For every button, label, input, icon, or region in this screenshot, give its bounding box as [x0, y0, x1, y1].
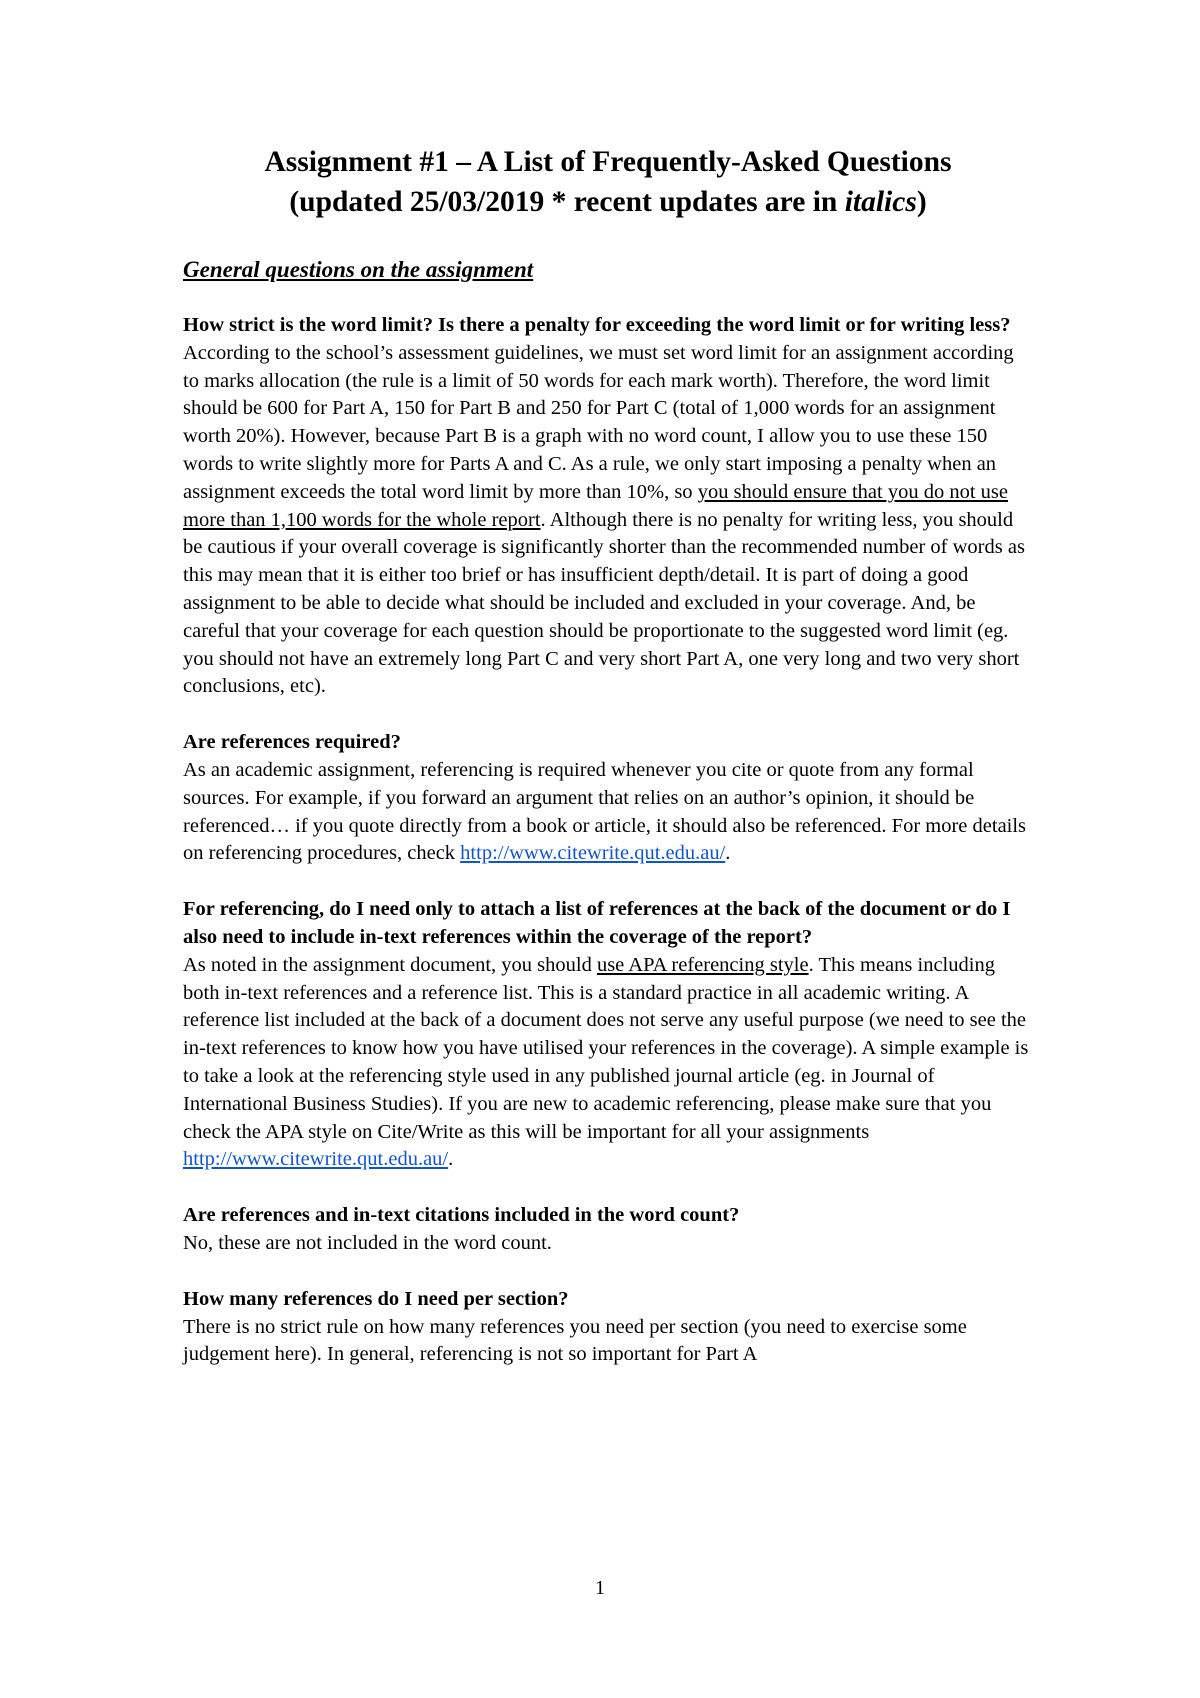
faq-item-word-count-references [183, 1202, 1033, 1258]
title-line-2-italic: italics [844, 186, 917, 218]
answer-text: . [448, 1148, 454, 1171]
section-heading: General questions on the assignment [183, 257, 534, 282]
faq-answer: No, these are not included in the word count. [183, 1231, 552, 1254]
page-title [183, 142, 1033, 222]
faq-question: How strict is the word limit? Is there a penalty for exceeding the word limit or for writing less? [183, 314, 1011, 336]
faq-answer [183, 952, 1033, 1174]
faq-question: For referencing, do I need only to attach a list of references at the back of the document or do I also need to include in-text references within the coverage of the report? [183, 898, 1011, 948]
answer-underlined-text: use APA referencing style [596, 953, 809, 976]
answer-text: As noted in the assignment document, you should [183, 953, 597, 976]
citewrite-link[interactable]: http://www.citewrite.qut.edu.au/ [183, 1148, 449, 1171]
answer-text: As an academic assignment, referencing is required whenever you cite or quote from any formal sources. For example, if you forward an argument that relies on an author’s opinion, it should be referenced… if you quote directly from a book or article, it should also be referenced. For more details on referencing procedures, check [183, 758, 1027, 865]
answer-text: . [725, 842, 731, 865]
faq-answer [183, 340, 1033, 701]
title-line-2-prefix: (updated 25/03/2019 * recent updates are in [289, 186, 845, 218]
title-line-2-suffix: ) [916, 186, 927, 218]
faq-item-word-limit [183, 312, 1033, 701]
faq-question: How many references do I need per section? [183, 1287, 569, 1310]
document-page [183, 142, 1033, 1369]
answer-text: According to the school’s assessment guidelines, we must set word limit for an assignment according to marks allocation (the rule is a limit of 50 words for each mark worth). Therefore, the word limit should be 600 for Part A, 150 for Part B and 250 for Part C (total of 1,000 words for an assignment worth 20%). However, because Part B is a graph with no word count, I allow you to use these 150 words to write slightly more for Parts A and C. As a rule, we only start imposing a penalty when an assignment exceeds the total word limit by more than 10%, so [183, 341, 1014, 503]
page-number: 1 [595, 1577, 605, 1599]
faq-item-references-required [183, 729, 1033, 868]
faq-item-referencing-style [183, 896, 1033, 1174]
faq-question: Are references required? [183, 731, 401, 754]
citewrite-link[interactable]: http://www.citewrite.qut.edu.au/ [460, 842, 726, 865]
faq-answer [183, 757, 1033, 868]
title-line-1: Assignment #1 – A List of Frequently-Asked Questions [264, 146, 952, 178]
faq-item-references-per-section [183, 1286, 1033, 1369]
answer-text: . This means including both in-text references and a reference list. This is a standard practice in all academic writing. A reference list included at the back of a document does not serve any useful purpose (we need to see the in-text references to know how you have utilised your references in the coverage). A simple example is to take a look at the referencing style used in any published journal article (eg. in Journal of International Business Studies). If you are new to academic referencing, please make sure that you check the APA style on Cite/Write as this will be important for all your assignments [183, 953, 1029, 1143]
faq-answer: There is no strict rule on how many references you need per section (you need to exercise some judgement here). In general, referencing is not so important for Part A [183, 1315, 967, 1366]
answer-text: . Although there is no penalty for writing less, you should be cautious if your overall coverage is significantly shorter than the recommended number of words as this may mean that it is either too brief or has insufficient depth/detail. It is part of doing a good assignment to be able to decide what should be included and excluded in your coverage. And, be careful that your coverage for each question should be proportionate to the suggested word limit (eg. you should not have an extremely long Part C and very short Part A, one very long and two very short conclusions, etc). [183, 508, 1025, 698]
faq-question: Are references and in-text citations included in the word count? [183, 1204, 740, 1227]
answer-underlined-text: you should ensure that you do not use more than 1,100 words for the whole report [183, 480, 1009, 531]
